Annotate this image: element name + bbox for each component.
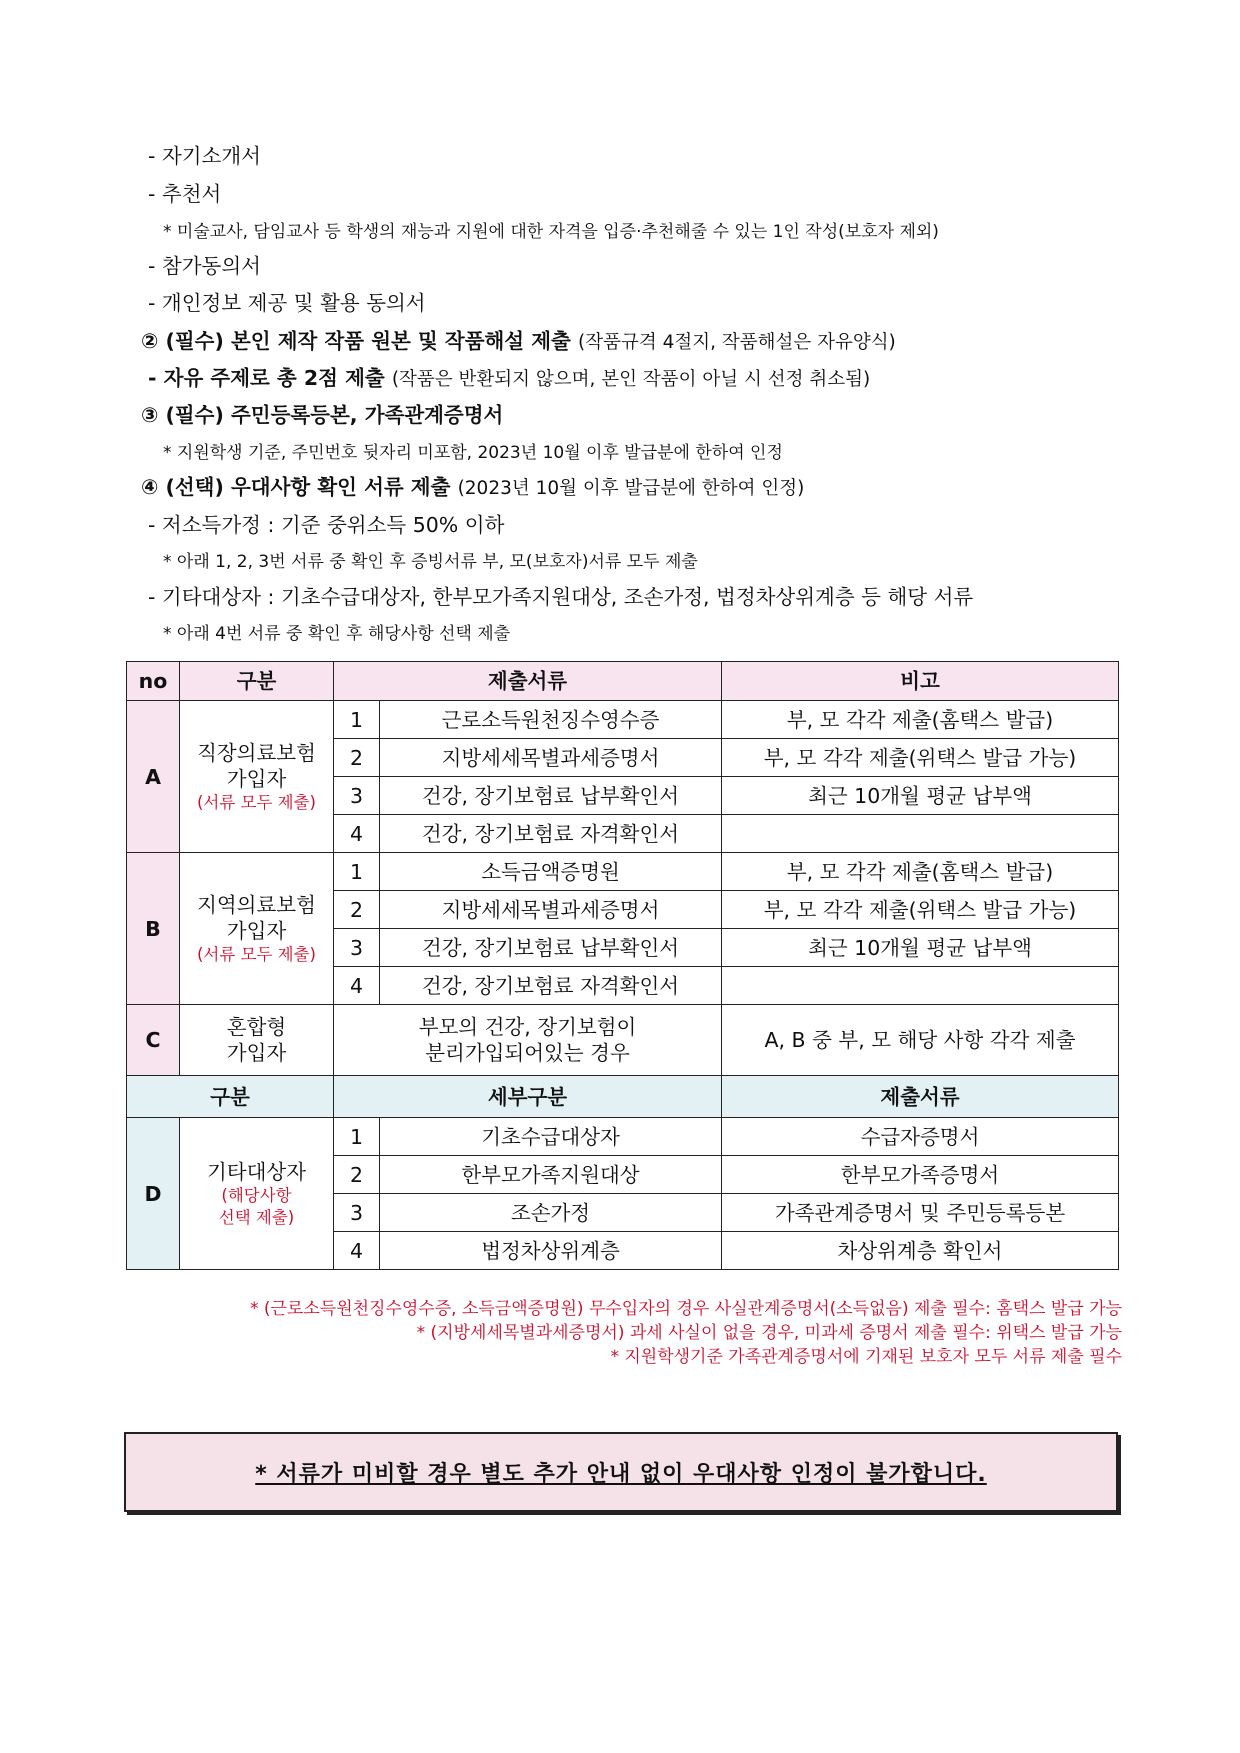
table-row — [127, 1005, 1119, 1076]
row-number: 4 — [334, 815, 380, 853]
row-document: 건강, 장기보험료 자격확인서 — [380, 815, 722, 853]
header-category: 구분 — [180, 662, 334, 701]
group-b-sub: (서류 모두 제출) — [197, 944, 316, 964]
item3-title: ③ (필수) 주민등록등본, 가족관계증명서 — [141, 403, 504, 427]
footnote-tax-certificate: * (지방세세목별과세증명서) 과세 사실이 없을 경우, 미과세 증명서 제출 필수: 위택스 발급 가능 — [416, 1323, 1122, 1343]
item2-sub — [148, 364, 870, 394]
item4-heading — [141, 473, 804, 503]
row-document: 가족관계증명서 및 주민등록등본 — [722, 1194, 1119, 1232]
header-documents: 제출서류 — [334, 662, 722, 701]
group-b-name — [180, 853, 334, 1005]
row-remark: 부, 모 각각 제출(위택스 발급 가능) — [722, 739, 1119, 777]
table-row — [127, 1118, 1119, 1156]
row-document: 소득금액증명원 — [380, 853, 722, 891]
table-row — [127, 853, 1119, 891]
row-number: 3 — [334, 777, 380, 815]
item2-heading — [141, 327, 896, 357]
row-number: 3 — [334, 929, 380, 967]
header2-category: 구분 — [127, 1076, 334, 1118]
group-a-name — [180, 701, 334, 853]
group-b-name-1: 지역의료보험 — [197, 892, 316, 917]
row-document: 수급자증명서 — [722, 1118, 1119, 1156]
row-document: 근로소득원천징수영수증 — [380, 701, 722, 739]
list-item-privacy-consent: - 개인정보 제공 및 활용 동의서 — [148, 291, 426, 315]
row-remark — [722, 967, 1119, 1005]
documents-table — [126, 661, 1119, 1270]
row-number: 2 — [334, 891, 380, 929]
row-remark — [722, 815, 1119, 853]
row-number: 1 — [334, 1118, 380, 1156]
row-number: 3 — [334, 1194, 380, 1232]
group-c-doc-1: 부모의 건강, 장기보험이 — [418, 1015, 637, 1039]
low-income-criteria: - 저소득가정 : 기준 중위소득 50% 이하 — [148, 513, 505, 537]
item2-title: ② (필수) 본인 제작 작품 원본 및 작품해설 제출 — [141, 329, 571, 353]
group-c-name-1: 혼합형 — [226, 1015, 287, 1039]
row-document: 건강, 장기보험료 자격확인서 — [380, 967, 722, 1005]
row-number: 4 — [334, 967, 380, 1005]
group-c-name — [180, 1005, 334, 1076]
header2-documents: 제출서류 — [722, 1076, 1119, 1118]
group-d-label: D — [127, 1118, 180, 1270]
row-remark: 부, 모 각각 제출(홈택스 발급) — [722, 701, 1119, 739]
group-a-label: A — [127, 701, 180, 853]
group-b-label: B — [127, 853, 180, 1005]
row-remark: 최근 10개월 평균 납부액 — [722, 929, 1119, 967]
table-row — [127, 701, 1119, 739]
item2-sub-title: - 자유 주제로 총 2점 제출 — [148, 366, 385, 390]
row-number: 1 — [334, 853, 380, 891]
row-detail: 기초수급대상자 — [380, 1118, 722, 1156]
group-c-doc-2: 분리가입되어있는 경우 — [425, 1041, 630, 1065]
header-remarks: 비고 — [722, 662, 1119, 701]
group-a-sub: (서류 모두 제출) — [197, 792, 316, 812]
group-a-name-2: 가입자 — [226, 766, 287, 791]
notice-text: * 서류가 미비할 경우 별도 추가 안내 없이 우대사항 인정이 불가합니다. — [255, 1461, 987, 1487]
item2-detail: (작품규격 4절지, 작품해설은 자유양식) — [577, 332, 896, 353]
row-number: 4 — [334, 1232, 380, 1270]
group-d-sub-2: 선택 제출) — [218, 1207, 295, 1227]
footnote-income-certificate: * (근로소득원천징수영수증, 소득금액증명원) 무수입자의 경우 사실관계증명서(소득없음) 제출 필수: 홈택스 발급 가능 — [249, 1299, 1122, 1319]
other-target-note: * 아래 4번 서류 중 확인 후 해당사항 선택 제출 — [163, 624, 511, 644]
list-item-consent-form: - 참가동의서 — [148, 254, 261, 278]
group-b-name-2: 가입자 — [226, 918, 287, 943]
row-document: 한부모가족증명서 — [722, 1156, 1119, 1194]
incomplete-documents-notice — [124, 1432, 1118, 1512]
header-no: no — [127, 662, 180, 701]
row-detail: 법정차상위계층 — [380, 1232, 722, 1270]
group-c-label: C — [127, 1005, 180, 1076]
group-c-name-2: 가입자 — [226, 1041, 287, 1065]
row-document: 지방세세목별과세증명서 — [380, 739, 722, 777]
row-remark: 최근 10개월 평균 납부액 — [722, 777, 1119, 815]
row-number: 1 — [334, 701, 380, 739]
item3-note: * 지원학생 기준, 주민번호 뒷자리 미포함, 2023년 10월 이후 발급분에 한하여 인정 — [163, 443, 783, 463]
row-document: 건강, 장기보험료 납부확인서 — [380, 929, 722, 967]
list-item-recommendation: - 추천서 — [148, 182, 222, 206]
footnote-guardian-documents: * 지원학생기준 가족관계증명서에 기재된 보호자 모두 서류 제출 필수 — [610, 1347, 1122, 1367]
row-detail: 조손가정 — [380, 1194, 722, 1232]
row-detail: 한부모가족지원대상 — [380, 1156, 722, 1194]
item2-sub-detail: (작품은 반환되지 않으며, 본인 작품이 아닐 시 선정 취소됨) — [391, 369, 871, 390]
group-c-remark: A, B 중 부, 모 해당 사항 각각 제출 — [722, 1005, 1119, 1076]
other-target-criteria: - 기타대상자 : 기초수급대상자, 한부모가족지원대상, 조손가정, 법정차상위계층 등 해당 서류 — [148, 585, 974, 609]
item4-detail: (2023년 10월 이후 발급분에 한하여 인정) — [457, 478, 805, 499]
row-remark: 부, 모 각각 제출(홈택스 발급) — [722, 853, 1119, 891]
item4-title: ④ (선택) 우대사항 확인 서류 제출 — [141, 475, 451, 499]
row-document: 건강, 장기보험료 납부확인서 — [380, 777, 722, 815]
table-header-row-2 — [127, 1076, 1119, 1118]
group-a-name-1: 직장의료보험 — [197, 740, 316, 765]
table-header-row — [127, 662, 1119, 701]
group-c-document — [334, 1005, 722, 1076]
row-number: 2 — [334, 1156, 380, 1194]
row-remark: 부, 모 각각 제출(위택스 발급 가능) — [722, 891, 1119, 929]
low-income-note: * 아래 1, 2, 3번 서류 중 확인 후 증빙서류 부, 모(보호자)서류 모두 제출 — [163, 552, 698, 572]
row-document: 지방세세목별과세증명서 — [380, 891, 722, 929]
row-document: 차상위계층 확인서 — [722, 1232, 1119, 1270]
list-item-self-introduction: - 자기소개서 — [148, 144, 261, 168]
header2-detail: 세부구분 — [334, 1076, 722, 1118]
group-d-name-text: 기타대상자 — [206, 1159, 306, 1184]
row-number: 2 — [334, 739, 380, 777]
group-d-sub-1: (해당사항 — [221, 1185, 292, 1205]
recommendation-note: * 미술교사, 담임교사 등 학생의 재능과 지원에 대한 자격을 입증·추천해줄 수 있는 1인 작성(보호자 제외) — [163, 222, 939, 242]
group-d-name — [180, 1118, 334, 1270]
